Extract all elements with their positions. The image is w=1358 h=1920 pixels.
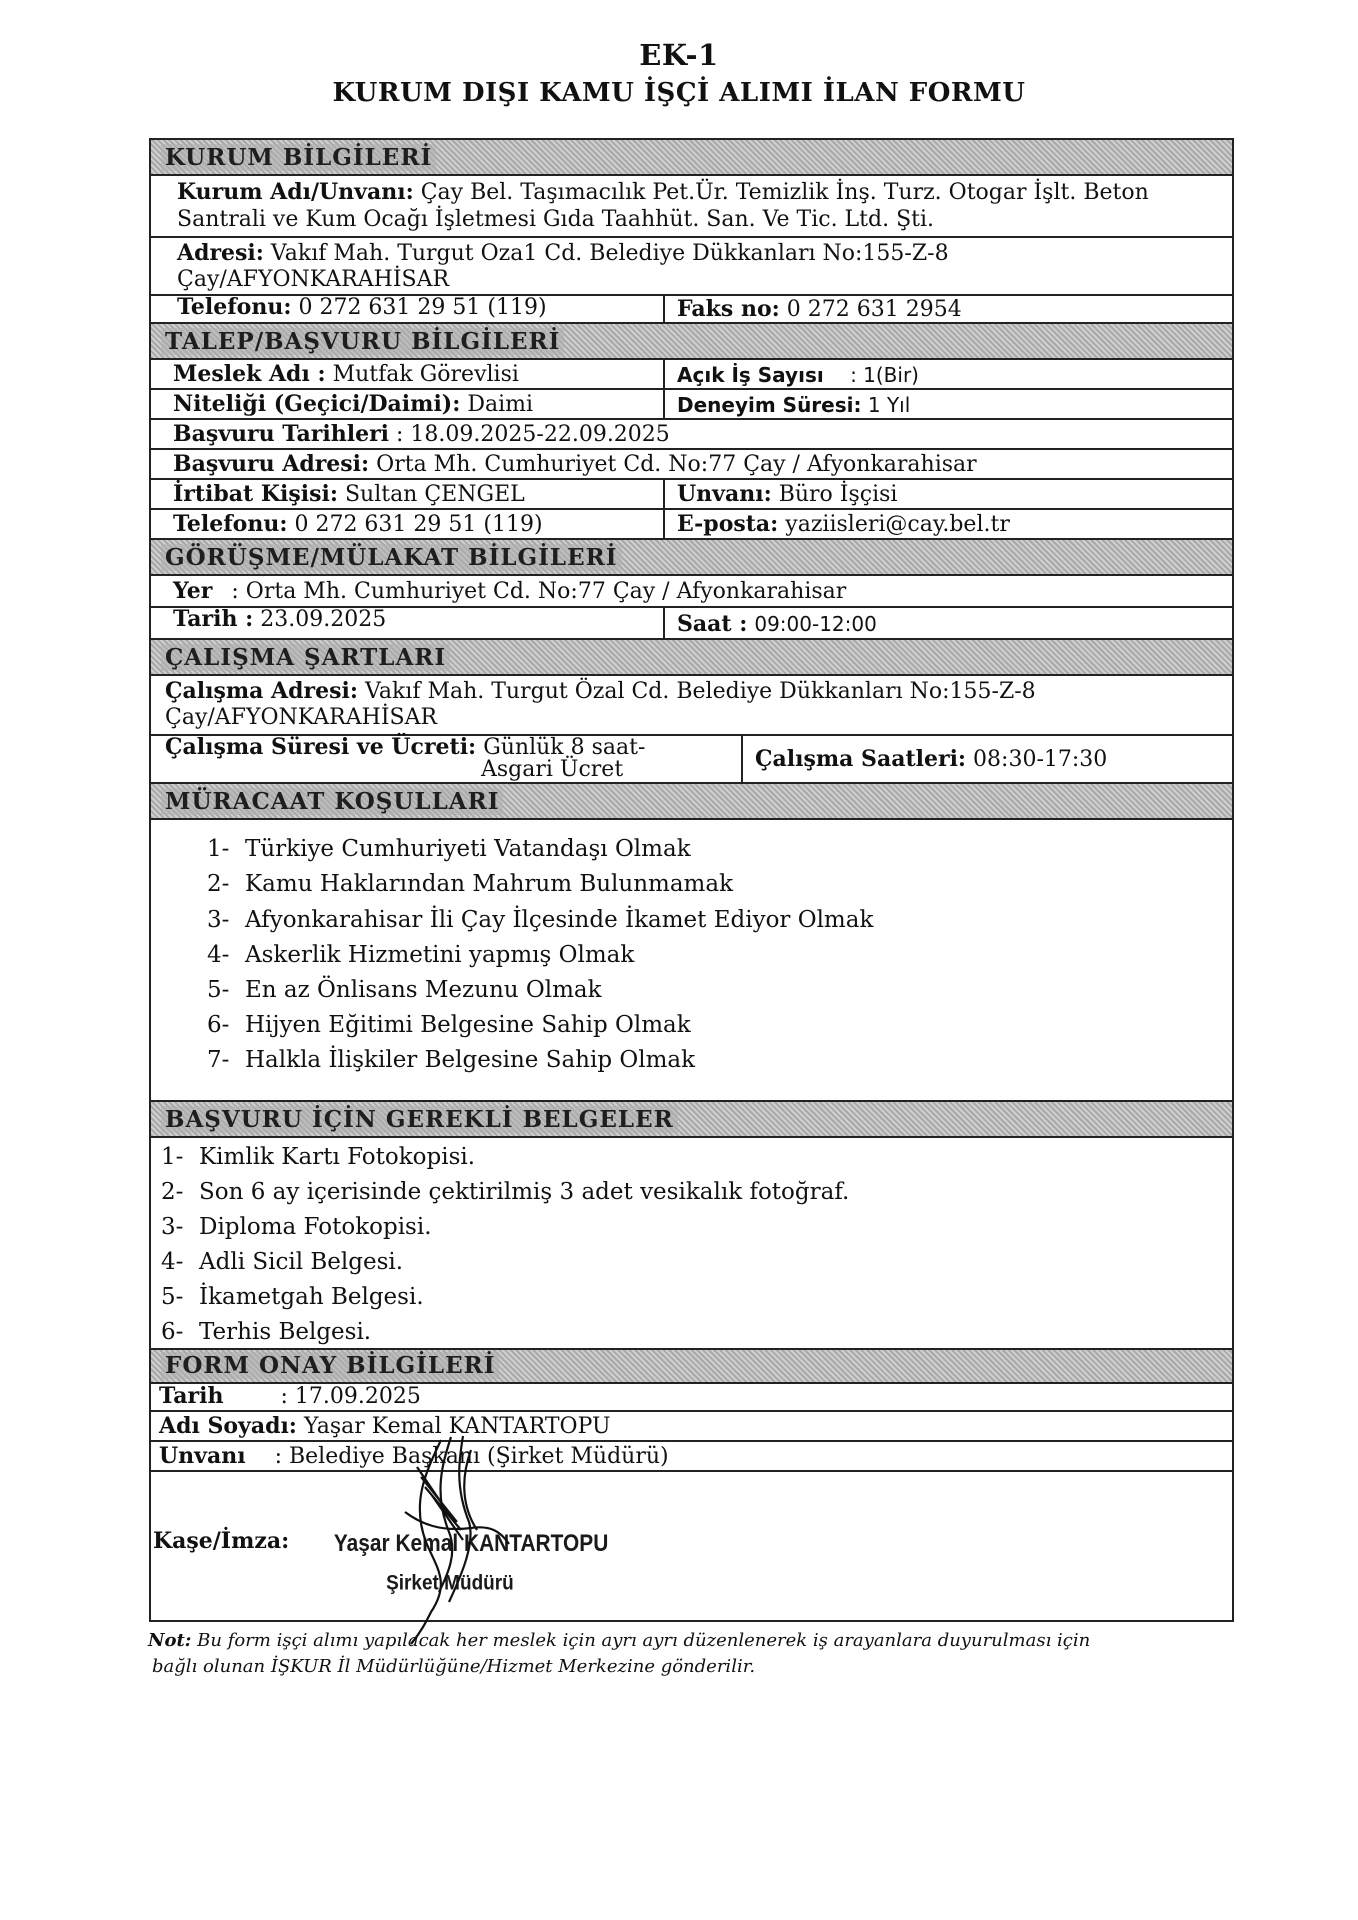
field-label: Adresi: — [177, 240, 264, 266]
column-divider — [663, 296, 665, 322]
list-item: 4- Askerlik Hizmetini yapmış Olmak — [207, 942, 635, 968]
institution-fax: 0 272 631 2954 — [786, 297, 962, 322]
signature-area — [151, 1472, 1232, 1622]
gorusme-yer-row — [151, 576, 1232, 608]
column-divider — [663, 608, 665, 638]
application-form — [149, 138, 1234, 1622]
field-label: Açık İş Sayısı — [677, 363, 824, 387]
institution-name-line2: Santrali ve Kum Ocağı İşletmesi Gıda Taahhüt. San. Ve Tic. Ltd. Şti. — [177, 207, 935, 232]
kurum-phone-row — [151, 296, 1232, 324]
field-label: Adı Soyadı: — [159, 1413, 297, 1439]
field-label: Yer — [173, 578, 213, 604]
field-label: Telefonu: — [173, 511, 288, 537]
column-divider — [663, 360, 665, 388]
field-label: Niteliği (Geçici/Daimi): — [173, 391, 461, 417]
signature-stamp — [331, 1432, 691, 1652]
experience-duration: 1 Yıl — [867, 393, 911, 417]
annex-label: EK-1 — [639, 38, 719, 72]
interview-date: 23.09.2025 — [260, 607, 387, 632]
interview-place: : Orta Mh. Cumhuriyet Cd. No:77 Çay / Afyonkarahisar — [231, 579, 847, 604]
section-onay-header — [151, 1350, 1232, 1384]
note-label: Not: — [148, 1630, 192, 1651]
field-label: Çalışma Adresi: — [165, 678, 358, 704]
talep-nitelik-row — [151, 390, 1232, 420]
work-address-line2: Çay/AFYONKARAHİSAR — [165, 705, 438, 730]
list-item: 6- Hijyen Eğitimi Belgesine Sahip Olmak — [207, 1012, 691, 1038]
section-gorusme-header — [151, 540, 1232, 576]
footer-note — [148, 1628, 1148, 1680]
field-label: Telefonu: — [177, 294, 292, 320]
onay-unvan-row — [151, 1442, 1232, 1472]
approver-name: Yaşar Kemal KANTARTOPU — [303, 1414, 611, 1439]
position-type: Daimi — [467, 392, 534, 417]
note-text-line1: Bu form işçi alımı yapılacak her meslek için ayrı ayrı düzenlenerek iş arayanlara duyurulması için — [197, 1630, 1091, 1651]
note-text-line2: bağlı olunan İŞKUR İl Müdürlüğüne/Hizmet Merkezine gönderilir. — [152, 1656, 756, 1677]
column-divider — [663, 390, 665, 418]
approval-date: : 17.09.2025 — [280, 1384, 421, 1409]
column-divider — [741, 736, 743, 782]
institution-address-line2: Çay/AFYONKARAHİSAR — [177, 267, 450, 292]
talep-telefon-row — [151, 510, 1232, 540]
field-label: Başvuru Tarihleri — [173, 421, 390, 447]
work-duration-line2: Asgari Ücret — [481, 757, 624, 782]
stamp-signature-label: Kaşe/İmza: — [153, 1528, 290, 1554]
section-title: GÖRÜŞME/MÜLAKAT BİLGİLERİ — [161, 544, 622, 571]
work-duration-line1: Günlük 8 saat- — [483, 735, 646, 760]
field-label: Unvanı — [159, 1443, 246, 1469]
work-address-line1: Vakıf Mah. Turgut Özal Cd. Belediye Dükkanları No:155-Z-8 — [364, 679, 1036, 704]
section-muracaat-header — [151, 784, 1232, 820]
stamp-title: Şirket Müdürü — [386, 1571, 514, 1595]
application-dates: : 18.09.2025-22.09.2025 — [396, 422, 670, 447]
contact-person: Sultan ÇENGEL — [344, 482, 525, 507]
institution-phone: 0 272 631 29 51 (119) — [298, 295, 547, 320]
section-title: KURUM BİLGİLERİ — [161, 144, 436, 171]
work-hours: 08:30-17:30 — [973, 747, 1108, 772]
contact-phone: 0 272 631 29 51 (119) — [294, 512, 543, 537]
belgeler-list-row — [151, 1138, 1232, 1350]
list-item: 3- Diploma Fotokopisi. — [161, 1214, 432, 1240]
list-item: 2- Son 6 ay içerisinde çektirilmiş 3 adet vesikalık fotoğraf. — [161, 1179, 850, 1205]
calisma-adres-row — [151, 676, 1232, 736]
list-item: 4- Adli Sicil Belgesi. — [161, 1249, 404, 1275]
talep-meslek-row — [151, 360, 1232, 390]
section-calisma-header — [151, 640, 1232, 676]
contact-email: yaziisleri@cay.bel.tr — [785, 512, 1010, 537]
field-label: Kurum Adı/Unvanı: — [177, 179, 414, 205]
institution-name-line1: Çay Bel. Taşımacılık Pet.Ür. Temizlik İnş. Turz. Otogar İşlt. Beton — [420, 180, 1149, 205]
list-item: 1- Kimlik Kartı Fotokopisi. — [161, 1144, 476, 1170]
onay-ad-row — [151, 1412, 1232, 1442]
talep-adres-row — [151, 450, 1232, 480]
list-item: 7- Halkla İlişkiler Belgesine Sahip Olmak — [207, 1047, 696, 1073]
interview-time: 09:00-12:00 — [754, 612, 877, 636]
field-label: Tarih : — [173, 606, 254, 632]
list-item: 3- Afyonkarahisar İli Çay İlçesinde İkamet Ediyor Olmak — [207, 907, 874, 933]
section-title: ÇALIŞMA ŞARTLARI — [161, 644, 450, 671]
field-label: Çalışma Süresi ve Ücreti: — [165, 734, 477, 760]
occupation-name: Mutfak Görevlisi — [332, 362, 519, 387]
column-divider — [663, 510, 665, 538]
section-belgeler-header — [151, 1102, 1232, 1138]
list-item: 2- Kamu Haklarından Mahrum Bulunmamak — [207, 871, 734, 897]
calisma-sure-row — [151, 736, 1232, 784]
list-item: 5- En az Önlisans Mezunu Olmak — [207, 977, 602, 1003]
section-title: FORM ONAY BİLGİLERİ — [161, 1352, 499, 1379]
section-title: BAŞVURU İÇİN GEREKLİ BELGELER — [161, 1106, 678, 1133]
muracaat-list-row — [151, 820, 1232, 1102]
field-label: Unvanı: — [677, 481, 772, 507]
field-label: İrtibat Kişisi: — [173, 481, 338, 507]
list-item: 6- Terhis Belgesi. — [161, 1319, 372, 1345]
field-label: Çalışma Saatleri: — [755, 746, 967, 772]
gorusme-tarih-row — [151, 608, 1232, 640]
approver-title: : Belediye Başkanı (Şirket Müdürü) — [274, 1444, 669, 1469]
section-talep-header — [151, 324, 1232, 360]
section-title: TALEP/BAŞVURU BİLGİLERİ — [161, 328, 564, 355]
section-title: MÜRACAAT KOŞULLARI — [161, 788, 503, 815]
field-label: Deneyim Süresi: — [677, 393, 862, 417]
institution-address-line1: Vakıf Mah. Turgut Oza1 Cd. Belediye Dükkanları No:155-Z-8 — [270, 241, 949, 266]
column-divider — [663, 480, 665, 508]
list-item: 5- İkametgah Belgesi. — [161, 1284, 424, 1310]
talep-irtibat-row — [151, 480, 1232, 510]
talep-tarih-row — [151, 420, 1232, 450]
onay-tarih-row — [151, 1384, 1232, 1412]
kurum-address-row — [151, 238, 1232, 296]
field-label: Faks no: — [677, 296, 780, 322]
field-label: Tarih — [159, 1383, 224, 1409]
contact-title: Büro İşçisi — [778, 482, 898, 507]
field-label: Saat : — [677, 611, 748, 637]
field-label: Başvuru Adresi: — [173, 451, 370, 477]
stamp-name: Yaşar Kemal KANTARTOPU — [333, 1529, 609, 1557]
application-address: Orta Mh. Cumhuriyet Cd. No:77 Çay / Afyonkarahisar — [376, 452, 977, 477]
kurum-name-row — [151, 176, 1232, 238]
field-label: E-posta: — [677, 511, 779, 537]
list-item: 1- Türkiye Cumhuriyeti Vatandaşı Olmak — [207, 836, 691, 862]
section-kurum-header — [151, 140, 1232, 176]
field-label: Meslek Adı : — [173, 361, 326, 387]
page-title: KURUM DIŞI KAMU İŞÇİ ALIMI İLAN FORMU — [332, 78, 1026, 108]
open-positions: : 1(Bir) — [850, 363, 919, 387]
